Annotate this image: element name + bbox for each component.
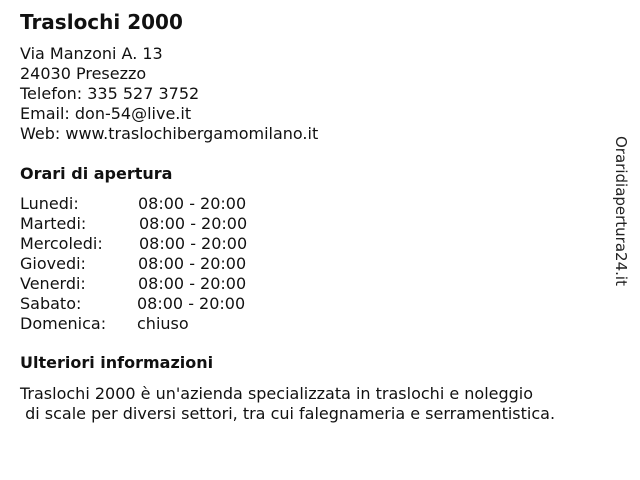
- time-value: 08:00 - 20:00: [139, 214, 248, 233]
- day-label: Mercoledi:: [20, 234, 103, 253]
- time-value: 08:00 - 20:00: [139, 234, 248, 253]
- website-line: Web: www.traslochibergamomilano.it: [20, 124, 319, 143]
- day-label: Martedi:: [20, 214, 87, 233]
- business-description: [20, 384, 555, 424]
- time-value: 08:00 - 20:00: [138, 274, 247, 293]
- description-line: Traslochi 2000 è un'azienda specializzata in traslochi e noleggio: [20, 384, 534, 403]
- day-label: Lunedi:: [20, 194, 79, 213]
- further-info-heading: Ulteriori informazioni: [20, 353, 214, 372]
- day-label: Giovedi:: [20, 254, 86, 273]
- contact-block: [20, 44, 318, 144]
- address-line: Via Manzoni A. 13: [20, 44, 163, 63]
- time-value: 08:00 - 20:00: [137, 294, 246, 313]
- day-label: Venerdi:: [20, 274, 86, 293]
- site-watermark: Oraridiapertura24.it: [612, 136, 630, 286]
- email-line: Email: don-54@live.it: [20, 104, 192, 123]
- time-value: 08:00 - 20:00: [138, 254, 247, 273]
- city-line: 24030 Presezzo: [20, 64, 147, 83]
- time-value: 08:00 - 20:00: [138, 194, 247, 213]
- day-label: Sabato:: [20, 294, 82, 313]
- description-line: di scale per diversi settori, tra cui falegnameria e serramentistica.: [20, 404, 556, 423]
- phone-line: Telefon: 335 527 3752: [20, 84, 200, 103]
- day-label: Domenica:: [20, 314, 107, 333]
- time-value: chiuso: [137, 314, 189, 333]
- opening-hours-heading: Orari di apertura: [20, 164, 173, 183]
- business-name: Traslochi 2000: [20, 10, 183, 34]
